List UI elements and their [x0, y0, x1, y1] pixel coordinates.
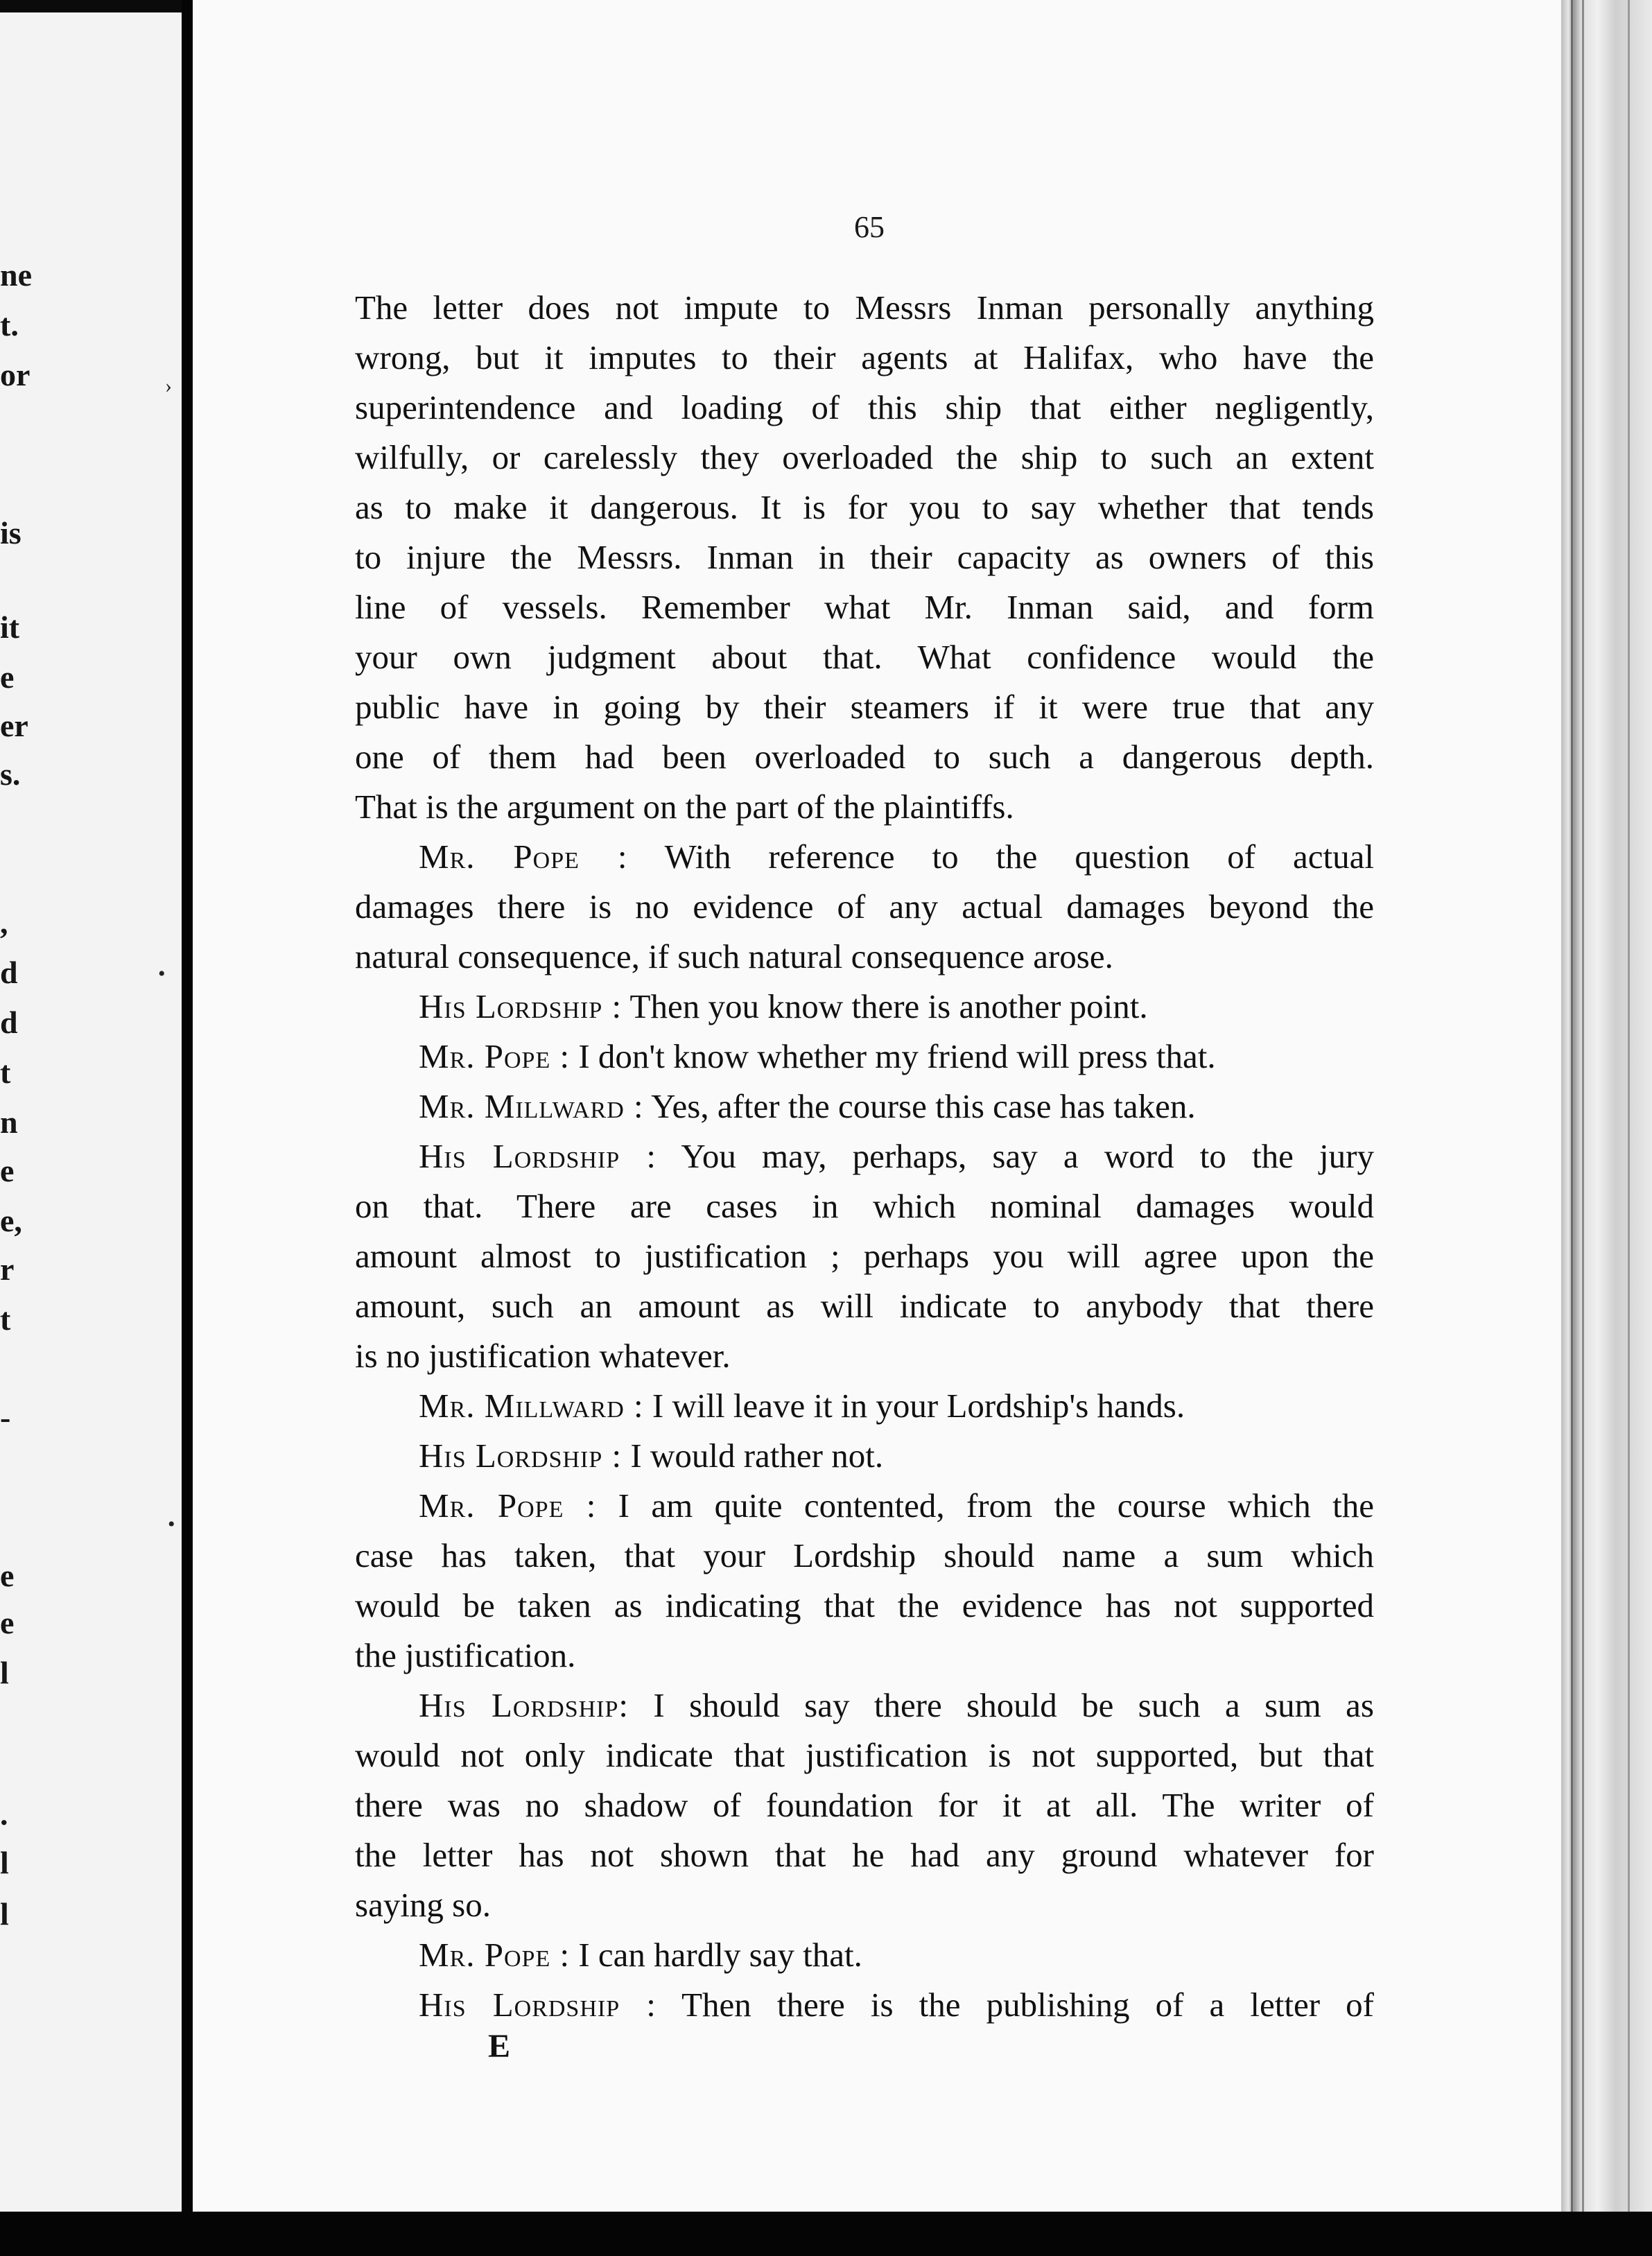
left-fragment: it [0, 609, 20, 645]
text-line: amount, such an amount as will indicate to anybody that there [355, 1287, 1374, 1325]
left-fragment: r [0, 1251, 15, 1287]
text-line: The letter does not impute to Messrs Inman personally anything [355, 288, 1374, 327]
left-fragment: is [0, 515, 21, 550]
speech-text: I don't know whether my friend will press that. [578, 1037, 1216, 1075]
margin-mark: › [165, 374, 172, 397]
page-number: 65 [854, 210, 885, 244]
text-line: damages there is no evidence of any actual damages beyond the [355, 887, 1374, 926]
left-fragment: n [0, 1104, 18, 1140]
speaker: Mr. Pope : [419, 838, 628, 876]
text-line: the justification. [355, 1636, 576, 1674]
text-line: superintendence and loading of this ship that either negligently, [355, 388, 1374, 426]
dialogue-line [355, 1131, 1374, 1181]
text-line: one of them had been overloaded to such a dangerous depth. [355, 738, 1374, 776]
left-fragment: t. [0, 307, 19, 342]
speaker: Mr. Pope : [419, 1037, 571, 1075]
text-line: the letter has not shown that he had any ground whatever for [355, 1836, 1374, 1874]
left-fragment: t [0, 1301, 11, 1337]
text-line: public have in going by their steamers if it were true that any [355, 688, 1374, 726]
text-line: case has taken, that your Lordship should name a sum which [355, 1536, 1374, 1574]
dialogue-line [355, 982, 1374, 1032]
left-fragment: e [0, 1153, 15, 1188]
left-fragment: ne [0, 257, 32, 293]
speech-text: I am quite contented, from the course which the [618, 1486, 1375, 1525]
left-fragment: d [0, 1005, 18, 1040]
signature-mark: E [488, 2028, 511, 2065]
dialogue-line [355, 1431, 1374, 1481]
text-line: wrong, but it imputes to their agents at Halifax, who have the [355, 338, 1374, 376]
left-fragment: e [0, 1558, 15, 1593]
speech-text: I will leave it in your Lordship's hands. [652, 1387, 1185, 1425]
text-line: amount almost to justification ; perhaps you will agree upon the [355, 1237, 1374, 1275]
left-fragment: s. [0, 756, 21, 792]
margin-mark: • [168, 1513, 175, 1536]
speaker: His Lordship : [419, 1986, 657, 2024]
dialogue-line [355, 1032, 1374, 1082]
speech-text: You may, perhaps, say a word to the jury [681, 1137, 1374, 1175]
text-line: That is the argument on the part of the plaintiffs. [355, 788, 1014, 826]
speaker: His Lordship: [419, 1686, 629, 1724]
left-fragment: t [0, 1055, 11, 1090]
left-fragment: d [0, 955, 18, 990]
left-fragment: l [0, 1845, 9, 1880]
left-fragment: er [0, 708, 28, 743]
dialogue-line [355, 1930, 1374, 1980]
speech-text: I should say there should be such a sum as [653, 1686, 1374, 1724]
text-line: would be taken as indicating that the evidence has not supported [355, 1586, 1374, 1624]
text-line: is no justification whatever. [355, 1337, 731, 1375]
speaker: His Lordship : [419, 1437, 623, 1475]
left-fragment: , [0, 905, 8, 940]
text-line: natural consequence, if such natural consequence arose. [355, 937, 1113, 975]
facing-page-fragment [0, 12, 182, 2212]
dialogue-line [355, 1481, 1374, 1531]
text-line: line of vessels. Remember what Mr. Inman said, and form [355, 588, 1374, 626]
left-fragment: . [0, 1796, 8, 1832]
body-text [355, 283, 1374, 2030]
text-line: saying so. [355, 1886, 491, 1924]
text-line: as to make it dangerous. It is for you to say whether that tends [355, 488, 1374, 526]
speaker: Mr. Millward : [419, 1387, 644, 1425]
left-fragment: e [0, 1605, 15, 1640]
speaker: Mr. Pope : [419, 1936, 571, 1974]
left-fragment: l [0, 1896, 9, 1932]
left-fragment: or [0, 357, 31, 392]
left-fragment: e [0, 659, 15, 695]
text-line: there was no shadow of foundation for it at all. The writer of [355, 1786, 1374, 1824]
speech-text: I can hardly say that. [578, 1936, 862, 1974]
speaker: His Lordship : [419, 987, 623, 1025]
text-line: would not only indicate that justification is not supported, but that [355, 1736, 1374, 1774]
dialogue-line [355, 1381, 1374, 1431]
dialogue-line [355, 1681, 1374, 1730]
margin-mark: • [158, 962, 166, 985]
text-line: wilfully, or carelessly they overloaded the ship to such an extent [355, 438, 1374, 476]
dialogue-line [355, 1980, 1374, 2030]
left-fragment: e, [0, 1203, 22, 1238]
speech-text: Then you know there is another point. [629, 987, 1148, 1025]
left-fragment: - [0, 1400, 11, 1435]
scan-border [0, 2212, 1652, 2256]
speech-text: Yes, after the course this case has taken. [651, 1087, 1196, 1125]
dialogue-line [355, 1082, 1374, 1131]
speaker: His Lordship : [419, 1137, 657, 1175]
dialogue-line [355, 832, 1374, 882]
speaker: Mr. Pope : [419, 1486, 597, 1525]
text-line: on that. There are cases in which nominal damages would [355, 1187, 1374, 1225]
speech-text: With reference to the question of actual [664, 838, 1375, 876]
speech-text: Then there is the publishing of a letter of [681, 1986, 1374, 2024]
text-line: your own judgment about that. What confidence would the [355, 638, 1374, 676]
speaker: Mr. Millward : [419, 1087, 644, 1125]
speech-text: I would rather not. [630, 1437, 884, 1475]
text-line: to injure the Messrs. Inman in their capacity as owners of this [355, 538, 1374, 576]
left-fragment: l [0, 1655, 9, 1690]
book-spine [182, 0, 193, 2256]
page-edges [1561, 0, 1652, 2225]
